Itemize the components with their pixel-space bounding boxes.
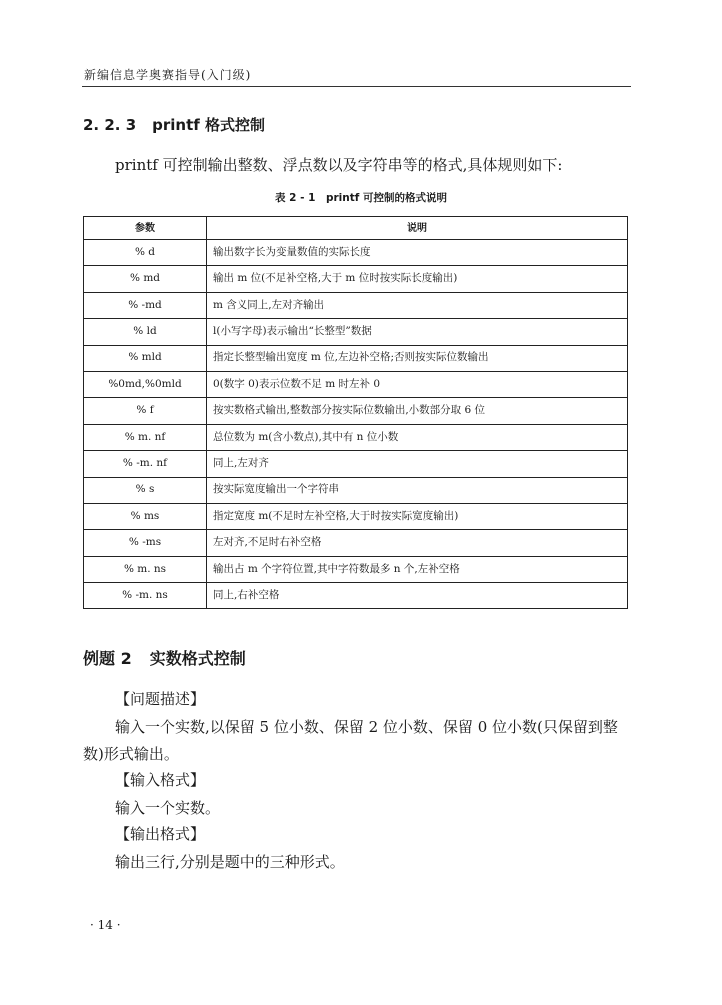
section-heading <box>83 114 265 135</box>
desc-cell: 总位数为 m(含小数点),其中有 n 位小数 <box>207 424 628 450</box>
header-param: 参数 <box>84 217 207 240</box>
table-row <box>84 503 628 529</box>
section-number: 2. 2. 3 <box>83 116 137 134</box>
table-row <box>84 371 628 397</box>
param-cell: % -ms <box>84 530 207 556</box>
desc-cell: 0(数字 0)表示位数不足 m 时左补 0 <box>207 371 628 397</box>
intro-paragraph: printf 可控制输出整数、浮点数以及字符串等的格式,具体规则如下: <box>115 156 563 174</box>
desc-cell: 按实际宽度输出一个字符串 <box>207 477 628 503</box>
format-table <box>83 216 628 609</box>
table-row <box>84 292 628 318</box>
input-label: 【输入格式】 <box>115 771 206 789</box>
problem-text-line1: 输入一个实数,以保留 5 位小数、保留 2 位小数、保留 0 位小数(只保留到整 <box>115 718 618 736</box>
param-cell: % -md <box>84 292 207 318</box>
example-number: 例题 2 <box>83 649 132 668</box>
desc-cell: l(小写字母)表示输出“长整型”数据 <box>207 319 628 345</box>
desc-cell: 同上,左对齐 <box>207 451 628 477</box>
table-row <box>84 319 628 345</box>
table-row <box>84 451 628 477</box>
desc-cell: 输出数字长为变量数值的实际长度 <box>207 240 628 266</box>
param-cell: % m. ns <box>84 556 207 582</box>
output-text: 输出三行,分别是题中的三种形式。 <box>115 853 345 871</box>
table-row <box>84 477 628 503</box>
example-title: 实数格式控制 <box>149 649 246 668</box>
param-cell: % ms <box>84 503 207 529</box>
table-row <box>84 345 628 371</box>
table-row <box>84 424 628 450</box>
desc-cell: 同上,右补空格 <box>207 583 628 609</box>
param-cell: % md <box>84 266 207 292</box>
desc-cell: 指定长整型输出宽度 m 位,左边补空格;否则按实际位数输出 <box>207 345 628 371</box>
param-cell: % m. nf <box>84 424 207 450</box>
page-number: · 14 · <box>90 918 121 932</box>
desc-cell: 按实数格式输出,整数部分按实际位数输出,小数部分取 6 位 <box>207 398 628 424</box>
param-cell: % -m. nf <box>84 451 207 477</box>
table-row <box>84 266 628 292</box>
param-cell: %0md,%0mld <box>84 371 207 397</box>
problem-text-line2: 数)形式输出。 <box>83 745 179 763</box>
param-cell: % d <box>84 240 207 266</box>
table-header-row <box>84 217 628 240</box>
header-desc: 说明 <box>207 217 628 240</box>
section-title: printf 格式控制 <box>152 116 266 134</box>
param-cell: % mld <box>84 345 207 371</box>
problem-label: 【问题描述】 <box>115 690 206 708</box>
param-cell: % s <box>84 477 207 503</box>
param-cell: % ld <box>84 319 207 345</box>
input-text: 输入一个实数。 <box>115 799 221 817</box>
table-caption: 表 2 - 1 printf 可控制的格式说明 <box>275 192 447 204</box>
desc-cell: 指定宽度 m(不足时左补空格,大于时按实际宽度输出) <box>207 503 628 529</box>
table-row <box>84 240 628 266</box>
table-row <box>84 583 628 609</box>
param-cell: % f <box>84 398 207 424</box>
table-row <box>84 556 628 582</box>
desc-cell: m 含义同上,左对齐输出 <box>207 292 628 318</box>
header-rule <box>82 86 631 87</box>
table-row <box>84 398 628 424</box>
example-heading <box>83 646 246 669</box>
table-row <box>84 530 628 556</box>
desc-cell: 输出占 m 个字符位置,其中字符数最多 n 个,左补空格 <box>207 556 628 582</box>
running-header: 新编信息学奥赛指导(入门级) <box>84 68 252 82</box>
output-label: 【输出格式】 <box>115 825 206 843</box>
desc-cell: 左对齐,不足时右补空格 <box>207 530 628 556</box>
param-cell: % -m. ns <box>84 583 207 609</box>
desc-cell: 输出 m 位(不足补空格,大于 m 位时按实际长度输出) <box>207 266 628 292</box>
